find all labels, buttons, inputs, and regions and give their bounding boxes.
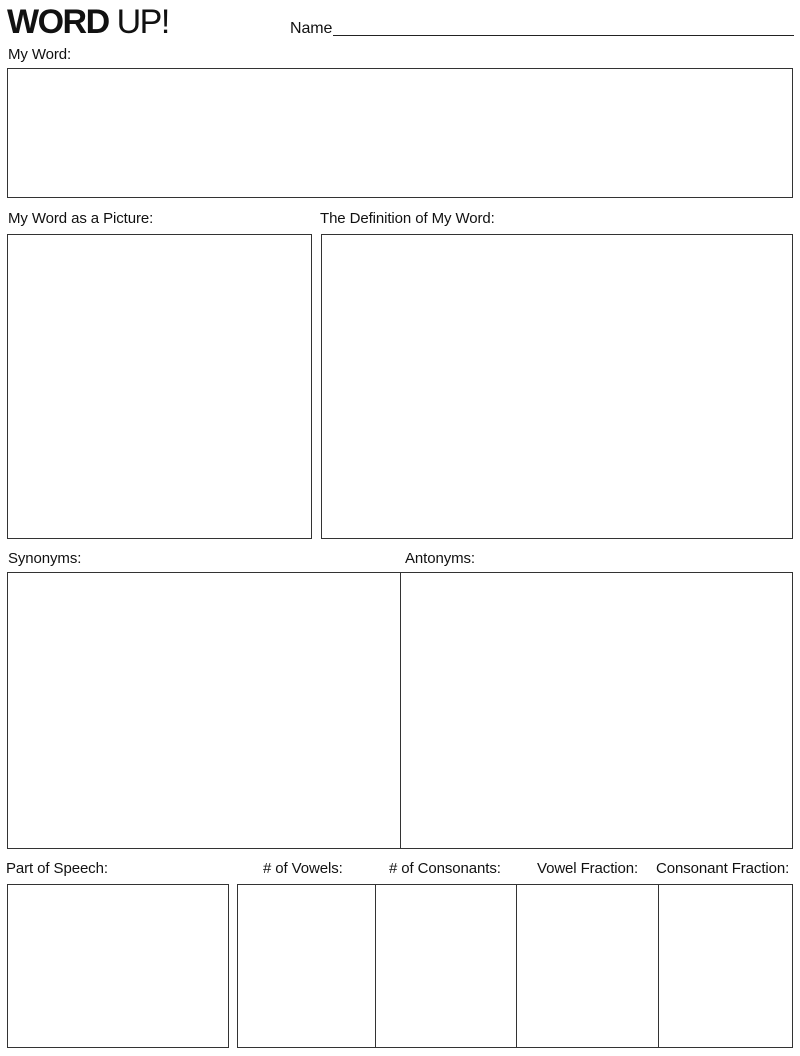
vowels-cell[interactable] [238, 885, 375, 1047]
title-up: UP! [108, 3, 169, 41]
consonant-fraction-label: Consonant Fraction: [656, 860, 790, 877]
part-of-speech-label: Part of Speech: [6, 860, 108, 877]
consonant-fraction-cell[interactable] [659, 885, 792, 1047]
definition-box[interactable] [321, 234, 793, 539]
vowel-fraction-cell[interactable] [517, 885, 658, 1047]
part-of-speech-box[interactable] [7, 884, 229, 1048]
my-word-box[interactable] [7, 68, 793, 198]
consonants-cell[interactable] [376, 885, 516, 1047]
vowels-label: # of Vowels: [263, 860, 343, 877]
name-label: Name [290, 20, 333, 37]
antonyms-area[interactable] [401, 573, 792, 848]
worksheet-title [7, 3, 169, 41]
synonyms-label: Synonyms: [8, 550, 82, 567]
consonants-label: # of Consonants: [389, 860, 501, 877]
my-word-label: My Word: [8, 46, 72, 63]
picture-label: My Word as a Picture: [8, 210, 154, 227]
definition-label: The Definition of My Word: [320, 210, 495, 227]
synonyms-area[interactable] [8, 573, 400, 848]
picture-box[interactable] [7, 234, 312, 539]
title-word: WORD [7, 3, 109, 41]
vowel-fraction-label: Vowel Fraction: [537, 860, 639, 877]
antonyms-label: Antonyms: [405, 550, 475, 567]
name-field-line[interactable] [333, 35, 794, 36]
